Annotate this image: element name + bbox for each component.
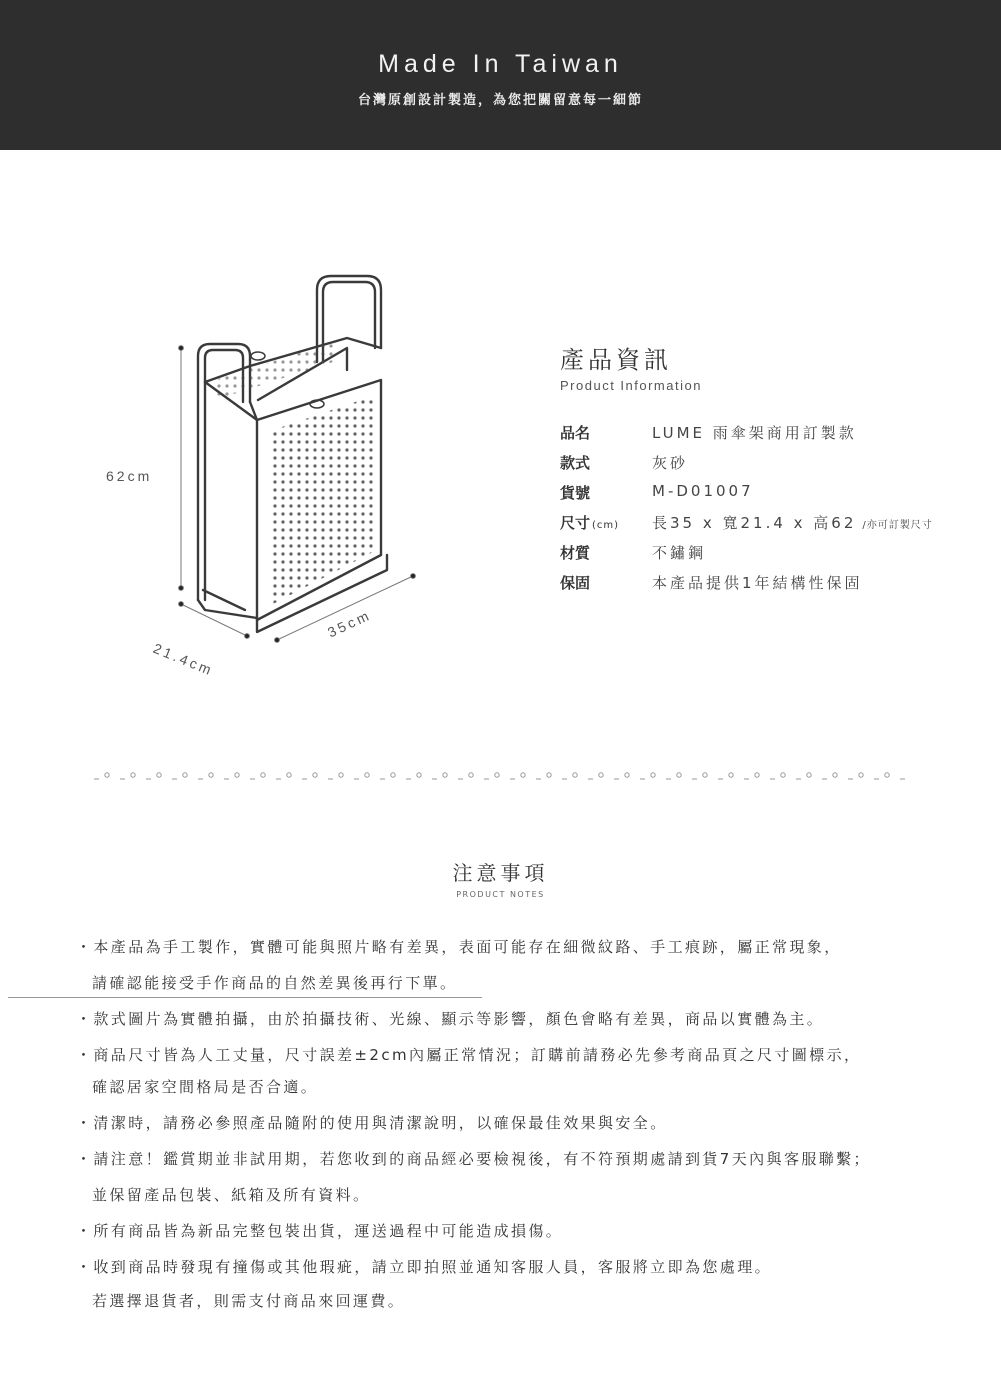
- spec-value: 不鏽鋼: [652, 544, 707, 562]
- spec-key: 品名: [560, 424, 591, 442]
- product-dimension-diagram: [95, 270, 435, 680]
- spec-value: 本產品提供1年結構性保固: [652, 574, 863, 592]
- spec-key: 保固: [560, 574, 591, 592]
- spec-key: 貨號: [560, 484, 591, 502]
- spec-key: 材質: [560, 544, 591, 562]
- header-title: Made In Taiwan: [378, 50, 623, 78]
- spec-value: LUME 雨傘架商用訂製款: [652, 424, 857, 442]
- note-line: ・清潔時，請務必參照產品隨附的使用與清潔說明，以確保最佳效果與安全。: [76, 1114, 668, 1132]
- spec-key: 尺寸 (cm): [560, 514, 620, 532]
- spec-note: /亦可訂製尺寸: [862, 520, 933, 531]
- note-line: ・所有商品皆為新品完整包裝出貨，運送過程中可能造成損傷。: [76, 1222, 564, 1240]
- notes-title: 注意事項: [452, 861, 549, 885]
- note-line: ・商品尺寸皆為人工丈量，尺寸誤差±2cm內屬正常情況；訂購前請務必先參考商品頁之尺寸圖標示，: [76, 1046, 862, 1064]
- spec-value: 長35 x 寬21.4 x 高62 /亦可訂製尺寸: [652, 514, 933, 532]
- note-line: ・本產品為手工製作，實體可能與照片略有差異，表面可能存在細微紋路、手工痕跡，屬正常現象，: [76, 938, 842, 956]
- header-subtitle: 台灣原創設計製造，為您把關留意每一細節: [357, 93, 643, 108]
- highlight-underline: [8, 997, 482, 998]
- note-line: 並保留產品包裝、紙箱及所有資料。: [92, 1186, 371, 1204]
- product-info-title: 產品資訊: [560, 346, 672, 374]
- note-line: ・款式圖片為實體拍攝，由於拍攝技術、光線、顯示等影響，顏色會略有差異，商品以實體為主。: [76, 1010, 825, 1028]
- decorative-divider: [92, 766, 910, 786]
- length-dimension-label: 35cm: [325, 606, 374, 641]
- spec-value: 灰砂: [652, 454, 689, 472]
- note-line: 確認居家空間格局是否合適。: [92, 1078, 319, 1096]
- depth-dimension-label: 21.4cm: [151, 640, 217, 679]
- spec-key-unit: (cm): [592, 520, 620, 531]
- note-line: ・請注意！鑑賞期並非試用期，若您收到的商品經必要檢視後，有不符預期處請到貨7天內與客服聯繫；: [76, 1150, 871, 1168]
- header-banner: [0, 0, 1001, 150]
- height-dimension-label: 62cm: [106, 468, 153, 484]
- spec-key: 款式: [560, 454, 591, 472]
- spec-value: M-D01007: [652, 482, 754, 500]
- notes-heading: [0, 857, 1001, 899]
- note-line: 若選擇退貨者，則需支付商品來回運費。: [92, 1292, 406, 1310]
- note-line: ・收到商品時發現有撞傷或其他瑕疵，請立即拍照並通知客服人員，客服將立即為您處理。: [76, 1258, 773, 1276]
- notes-subtitle: PRODUCT NOTES: [456, 890, 545, 899]
- product-info-section: [560, 340, 980, 592]
- note-line: 請確認能接受手作商品的自然差異後再行下單。: [92, 974, 458, 992]
- product-info-subtitle: Product Information: [560, 378, 702, 393]
